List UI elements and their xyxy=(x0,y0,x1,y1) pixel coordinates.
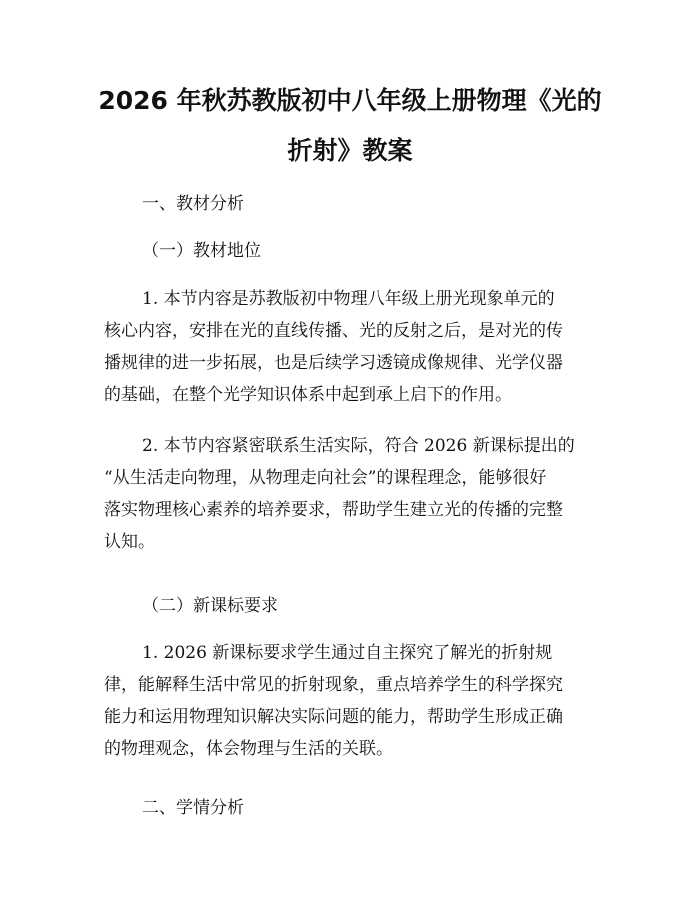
paragraph-line: “从生活走向物理，从物理走向社会”的课程理念，能够很好 xyxy=(104,468,547,488)
paragraph-line: 1. 本节内容是苏教版初中物理八年级上册光现象单元的 xyxy=(142,289,555,309)
subsection-heading-curriculum-requirements: （二）新课标要求 xyxy=(142,596,278,616)
section-heading-learner-analysis: 二、学情分析 xyxy=(142,798,244,818)
document-title xyxy=(90,76,610,176)
paragraph-line: 律，能解释生活中常见的折射现象，重点培养学生的科学探究 xyxy=(104,675,563,695)
paragraph-line: 播规律的进一步拓展，也是后续学习透镜成像规律、光学仪器 xyxy=(104,353,563,373)
section-heading-textbook-analysis: 一、教材分析 xyxy=(142,194,244,214)
paragraph-textbook-position-2 xyxy=(104,430,604,558)
paragraph-line: 能力和运用物理知识解决实际问题的能力，帮助学生形成正确 xyxy=(104,707,563,727)
paragraph-line: 2. 本节内容紧密联系生活实际，符合 2026 新课标提出的 xyxy=(142,436,575,456)
paragraph-textbook-position-1 xyxy=(104,283,604,411)
paragraph-line: 的物理观念，体会物理与生活的关联。 xyxy=(104,739,393,759)
title-line: 折射》教案 xyxy=(287,136,413,165)
paragraph-line: 的基础，在整个光学知识体系中起到承上启下的作用。 xyxy=(104,385,512,405)
paragraph-line: 落实物理核心素养的培养要求，帮助学生建立光的传播的完整 xyxy=(104,500,563,520)
paragraph-curriculum-requirements-1 xyxy=(104,637,604,765)
paragraph-line: 认知。 xyxy=(104,532,155,552)
paragraph-line: 1. 2026 新课标要求学生通过自主探究了解光的折射规 xyxy=(142,643,553,663)
subsection-heading-textbook-position: （一）教材地位 xyxy=(142,241,261,261)
paragraph-line: 核心内容，安排在光的直线传播、光的反射之后，是对光的传 xyxy=(104,321,563,341)
title-line: 2026 年秋苏教版初中八年级上册物理《光的 xyxy=(98,86,602,115)
